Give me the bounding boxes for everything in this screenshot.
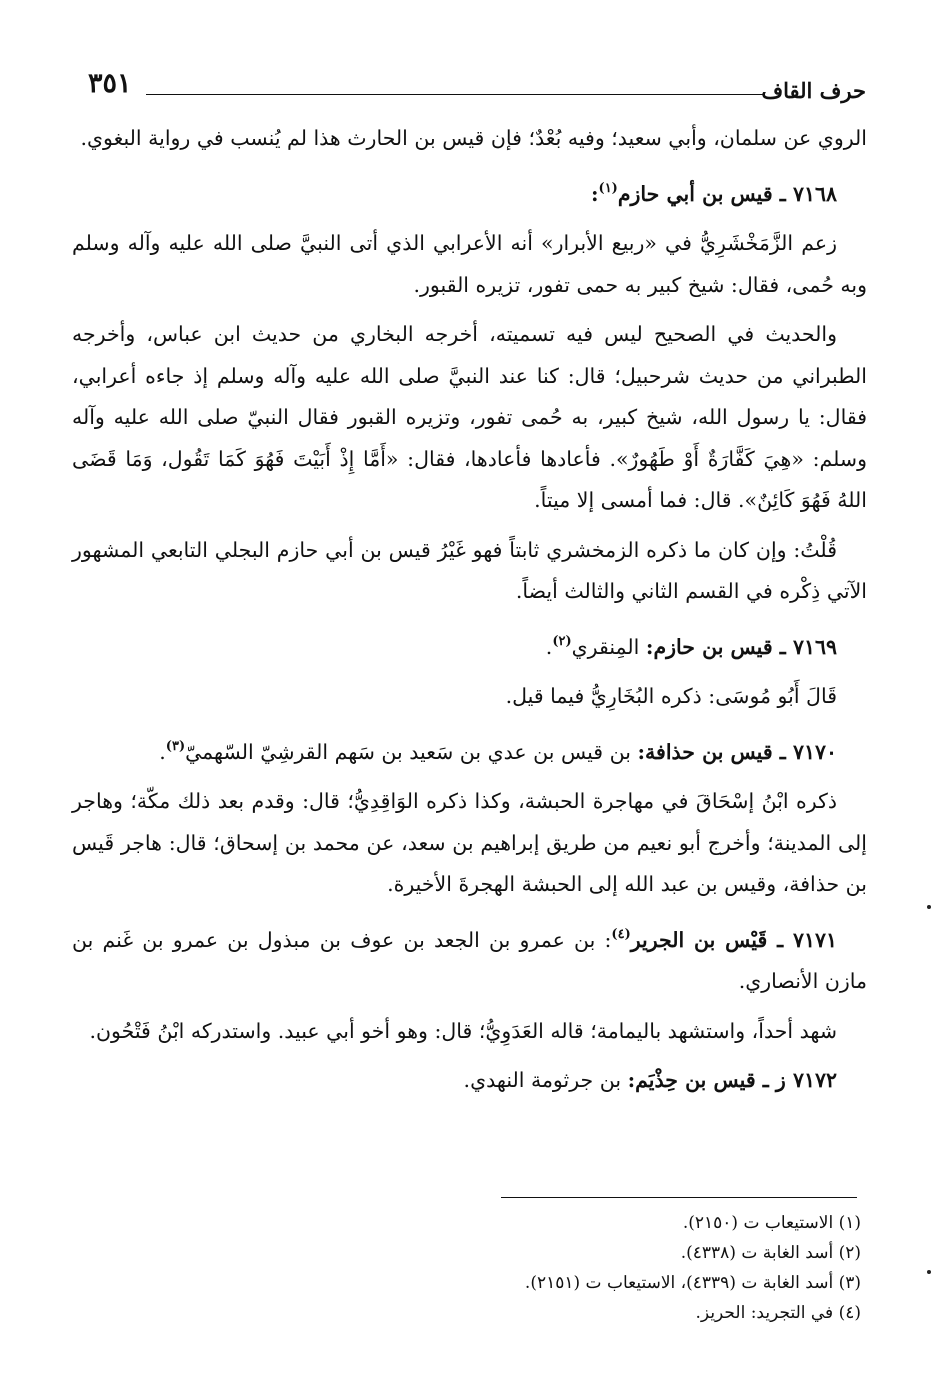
entry-7171-heading: ٧١٧١ ـ قَيْس بن الجرير	[630, 927, 837, 952]
footnote-3: (٣) أسد الغابة ت (٤٣٣٩)، الاستيعاب ت (٢١٥١).	[524, 1273, 861, 1293]
entry-7169-text: المِنقري	[571, 634, 640, 659]
running-title: حرف القاف	[761, 78, 866, 103]
page-header	[88, 68, 866, 108]
entry-7168	[72, 168, 867, 216]
main-text	[72, 118, 867, 1110]
entry-7170-end: .	[159, 739, 166, 764]
header-rule	[146, 94, 764, 95]
scan-speck	[927, 1270, 931, 1274]
entry-7169-end: .	[545, 634, 553, 659]
entry-7169-heading: ٧١٦٩ ـ قيس بن حازم:	[645, 634, 837, 659]
paragraph-abu-musa: قَالَ أَبُو مُوسَى: ذكره البُخَارِيُّ فيما قيل.	[505, 684, 837, 708]
footnote-ref-2: (٢)	[552, 633, 572, 649]
scan-speck	[927, 905, 931, 909]
paragraph-ibn-ishaq: ذكره ابْنُ إسْحَاقَ في مهاجرة الحبشة، وكذا ذكره الوَاقِدِيُّ؛ قال: وقدم بعد ذلك مكّة؛ وهاجر إلى المدينة؛ وأخرج أبو نعيم من طريق إبراهيم بن سعد، عن محمد بن إسحاق؛ قال: هاجر قَيس بن حذافة، وقيس بن عبد الله إلى الحبشة الهجرةَ الأخيرة.	[72, 789, 867, 896]
entry-7170	[72, 726, 867, 774]
entry-7172-text: بن جرثومة النهدي.	[463, 1068, 622, 1092]
entry-7172	[72, 1060, 867, 1102]
entry-7172-heading: ٧١٧٢ ز ـ قيس بن حِذْيَم:	[627, 1068, 837, 1092]
entry-7168-heading: ٧١٦٨ ـ قيس بن أبي حازم	[617, 181, 837, 206]
entry-7170-text: بن قيس بن عدي بن سَعيد بن سَهم القرشِيّ السّهميّ	[185, 739, 631, 764]
footnote-ref-3: (٣)	[165, 738, 186, 754]
entry-7171	[72, 914, 867, 1003]
entry-7170-heading: ٧١٧٠ ـ قيس بن حذافة:	[637, 739, 837, 764]
footnotes	[72, 1208, 861, 1328]
footnote-rule	[501, 1197, 857, 1198]
footnote-4: (٤) في التجريد: الحريز.	[695, 1303, 861, 1323]
paragraph-zamakhshari: زعم الزَّمَخْشَرِيُّ في «ربيع الأبرار» أنه الأعرابي الذي أتى النبيَّ صلى الله عليه وآله وسلم وبه حُمى، فقال: شيخ كبير به حمى تفور، تزيره القبور.	[72, 231, 867, 297]
paragraph-uhud: شهد أحداً، واستشهد باليمامة؛ قاله العَدَوِيُّ؛ قال: وهو أخو أبي عبيد. واستدركه ابْنُ فَتْحُون.	[89, 1018, 837, 1043]
paragraph-qultu: قُلْتُ: وإن كان ما ذكره الزمخشري ثابتاً فهو غَيْرُ قيس بن أبي حازم البجلي التابعي المشهور الآتي ذِكْره في القسم الثاني والثالث أيضاً.	[72, 537, 867, 603]
paragraph-continuation: الروي عن سلمان، وأبي سعيد؛ وفيه بُعْدٌ؛ فإن قيس بن الحارث هذا لم يُنسب في رواية البغوي.	[80, 126, 867, 150]
entry-7169	[72, 621, 867, 669]
footnote-2: (٢) أسد الغابة ت (٤٣٣٨).	[680, 1243, 861, 1263]
footnote-1: (١) الاستيعاب ت (٢١٥٠).	[682, 1213, 861, 1233]
entry-7168-colon: :	[590, 181, 599, 206]
page-number: ٣٥١	[88, 68, 132, 99]
footnote-ref-4: (٤)	[611, 926, 631, 942]
footnote-ref-1: (١)	[598, 180, 618, 196]
paragraph-hadith: والحديث في الصحيح ليس فيه تسميته، أخرجه البخاري من حديث ابن عباس، وأخرجه الطبراني من حديث شرحبيل؛ قال: كنا عند النبيَّ صلى الله عليه وآله وسلم إذ جاءه أعرابي، فقال: يا رسول الله، شيخ كبير، به حُمى تفور، وتزيره القبور فقال النبيّ صلى الله عليه وآله وسلم: «هِيَ كَفَّارَةٌ أَوْ طَهُورٌ». فأعادها فأعادها، فقال: «أَمَّا إِذْ أَبَيْتَ فَهُوَ كَمَا تَقُول، وَمَا قَضَى اللهُ فَهُوَ كَائِنٌ». قال: فما أمسى إلا ميتاً.	[72, 322, 867, 512]
entry-7171-text: : بن عمرو بن الجعد بن عوف بن مبذول بن عمرو بن غَنم بن مازن الأنصاري.	[72, 927, 867, 993]
